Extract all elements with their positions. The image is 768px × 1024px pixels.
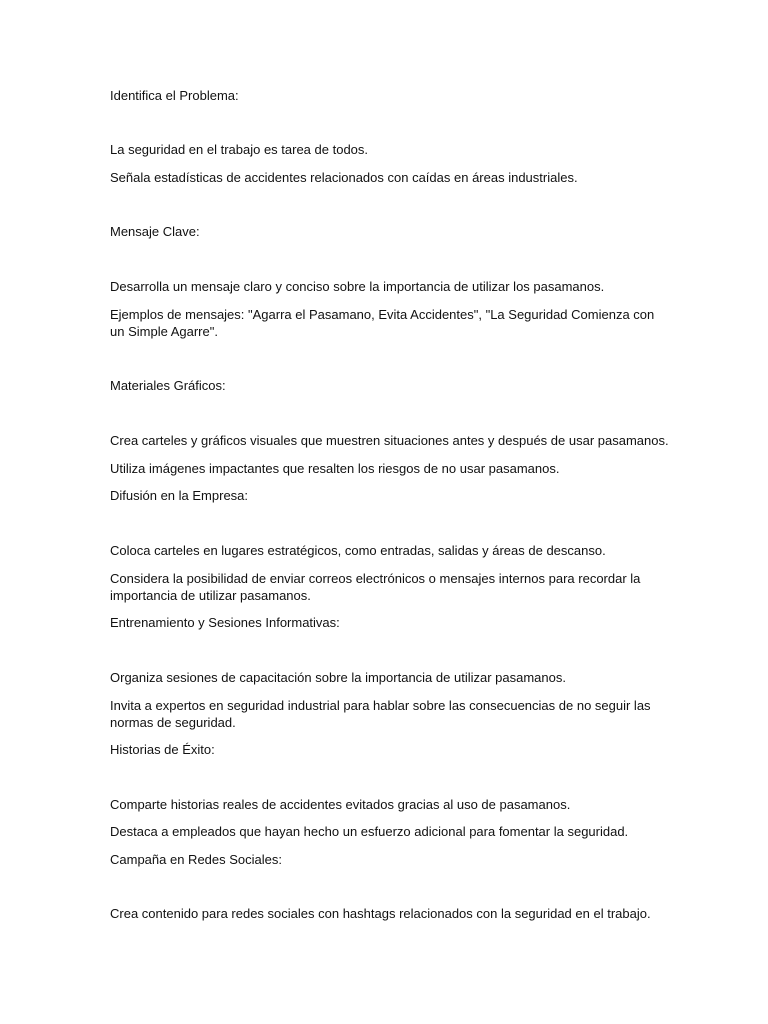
paragraph-line: La seguridad en el trabajo es tarea de todos. bbox=[110, 142, 369, 157]
paragraph-line: Crea contenido para redes sociales con hashtags relacionados con la seguridad en el trabajo. bbox=[110, 906, 651, 921]
paragraph-line: Organiza sesiones de capacitación sobre la importancia de utilizar pasamanos. bbox=[110, 670, 566, 685]
heading-mensaje-clave: Mensaje Clave: bbox=[110, 224, 200, 239]
paragraph-line: Señala estadísticas de accidentes relacionados con caídas en áreas industriales. bbox=[110, 170, 578, 185]
paragraph-line: Coloca carteles en lugares estratégicos, como entradas, salidas y áreas de descanso. bbox=[110, 543, 606, 558]
paragraph-line: Ejemplos de mensajes: "Agarra el Pasamano, Evita Accidentes", "La Seguridad Comienza con un Simple Agarre". bbox=[110, 307, 655, 339]
paragraph-line: Invita a expertos en seguridad industrial para hablar sobre las consecuencias de no seguir las normas de seguridad. bbox=[110, 698, 651, 730]
paragraph-line: Crea carteles y gráficos visuales que muestren situaciones antes y después de usar pasamanos. bbox=[110, 433, 669, 448]
paragraph-line: Considera la posibilidad de enviar correos electrónicos o mensajes internos para recordar la importancia de utilizar pasamanos. bbox=[110, 571, 641, 603]
heading-historias-exito: Historias de Éxito: bbox=[110, 742, 215, 757]
heading-materiales-graficos: Materiales Gráficos: bbox=[110, 378, 226, 393]
heading-identifica-problema: Identifica el Problema: bbox=[110, 88, 239, 103]
paragraph-line: Comparte historias reales de accidentes evitados gracias al uso de pasamanos. bbox=[110, 797, 571, 812]
heading-campana-redes: Campaña en Redes Sociales: bbox=[110, 852, 282, 867]
heading-entrenamiento: Entrenamiento y Sesiones Informativas: bbox=[110, 615, 340, 630]
paragraph-line: Utiliza imágenes impactantes que resalten los riesgos de no usar pasamanos. bbox=[110, 461, 560, 476]
heading-difusion-empresa: Difusión en la Empresa: bbox=[110, 488, 249, 503]
paragraph-line: Desarrolla un mensaje claro y conciso sobre la importancia de utilizar los pasamanos. bbox=[110, 279, 605, 294]
paragraph-line: Destaca a empleados que hayan hecho un esfuerzo adicional para fomentar la seguridad. bbox=[110, 824, 629, 839]
